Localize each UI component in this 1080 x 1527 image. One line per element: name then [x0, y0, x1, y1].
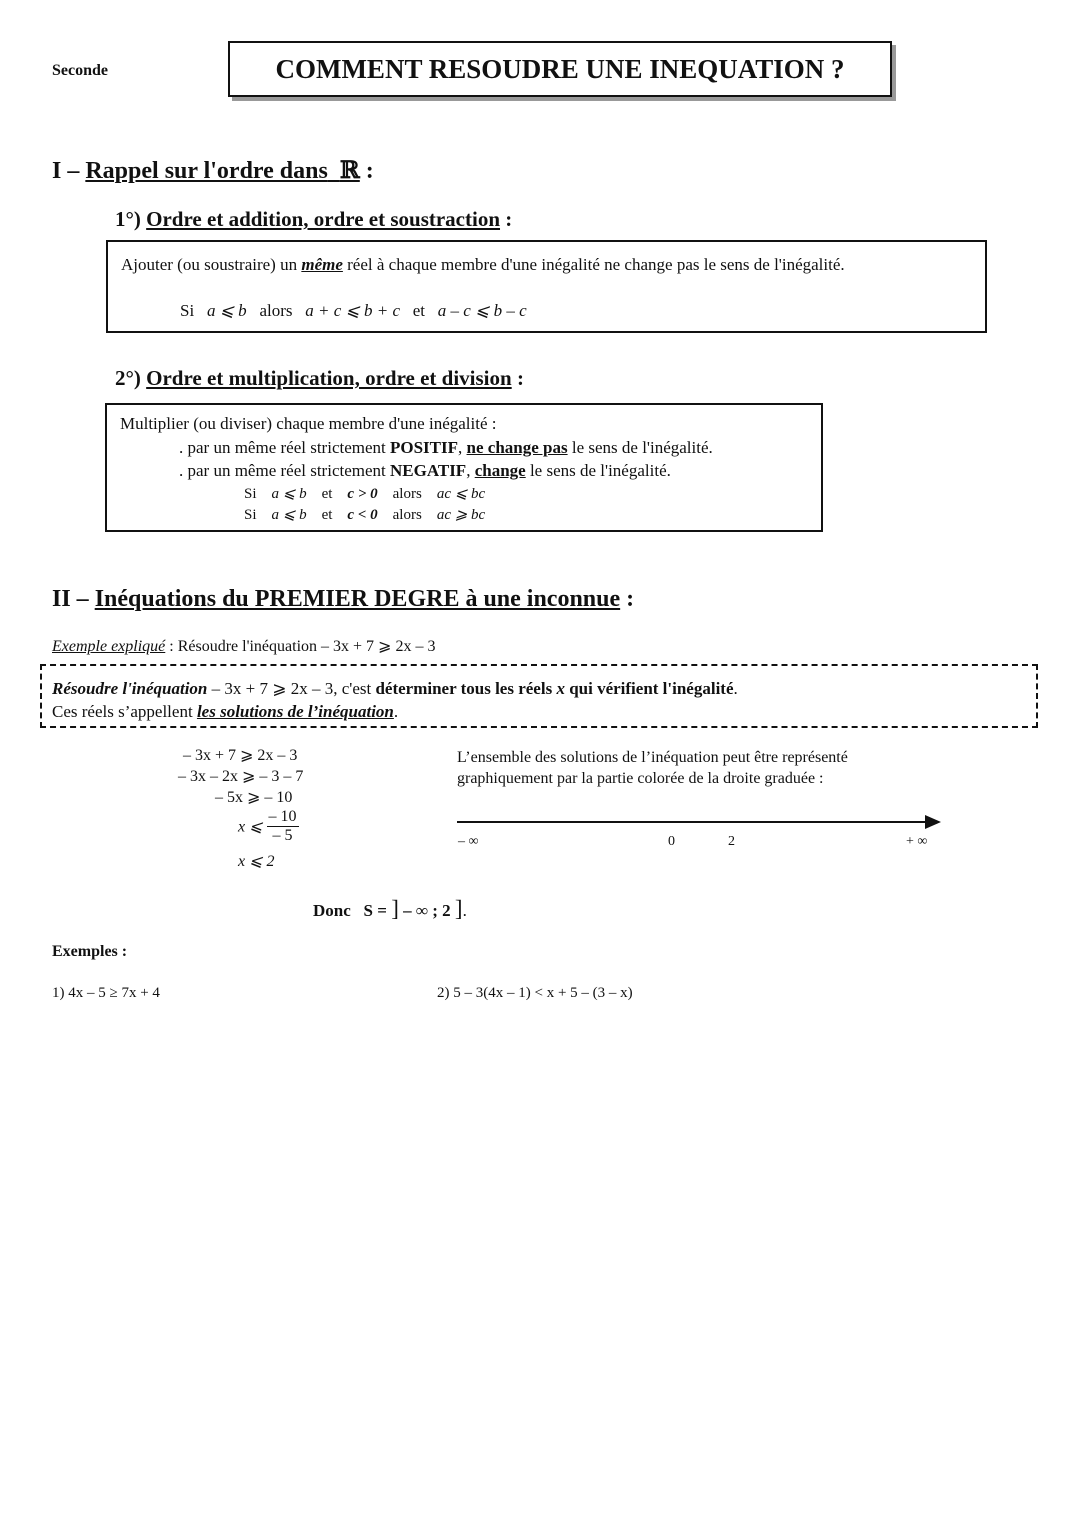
multiplication-rule-box [105, 403, 823, 532]
addition-rule-box [106, 240, 987, 333]
subsection-1-heading: 1°) Ordre et addition, ordre et soustraction : [115, 207, 513, 231]
axis-label-minus-infinity: – ∞ [458, 834, 479, 849]
axis-label-zero: 0 [668, 834, 675, 849]
section-2-title: Inéquations du PREMIER DEGRE à une inconnue [94, 586, 621, 612]
subsection-2-heading: 2°) Ordre et multiplication, ordre et division : [115, 366, 524, 390]
section-1-title: Rappel sur l'ordre dans ℝ [85, 155, 360, 184]
section-2-heading: II – Inéquations du PREMIER DEGRE à une inconnue : [52, 586, 635, 612]
fraction: $\frac{- 10}{- 5}$ [268, 808, 297, 844]
addition-rule-text: Ajouter (ou soustraire) un même réel à chaque membre d'une inégalité ne change pas le sens de l'inégalité. [121, 255, 845, 274]
step-4-fraction: x ⩽ $\frac{- 10}{- 5}$ [238, 808, 297, 844]
page-title: COMMENT RESOUDRE UNE INEQUATION ? [275, 54, 845, 84]
step-3: – 5x ⩾ – 10 [215, 789, 293, 806]
exercises-title: Exemples : [52, 943, 128, 960]
definition-line-1: Résoudre l'inéquation – 3x + 7 ⩾ 2x – 3, c'est déterminer tous les réels x qui vérifient l'inégalité. [52, 679, 738, 698]
axis-label-plus-infinity: + ∞ [906, 834, 928, 849]
step-5: x ⩽ 2 [238, 853, 275, 870]
example-line: Exemple expliqué : Résoudre l'inéquation – 3x + 7 ⩾ 2x – 3 [52, 638, 436, 655]
exercise-1: 1) 4x – 5 ≥ 7x + 4 [52, 985, 160, 1001]
number-line [455, 812, 945, 832]
same-emphasis: même [301, 255, 343, 274]
level-label: Seconde [52, 62, 108, 79]
step-2: – 3x – 2x ⩾ – 3 – 7 [178, 768, 304, 785]
positive-formula: Si a ⩽ b et c > 0 alors ac ⩽ bc [244, 486, 486, 502]
exercise-2: 2) 5 – 3(4x – 1) < x + 5 – (3 – x) [437, 985, 633, 1001]
graph-text-2: graphiquement par la partie colorée de la droite graduée : [457, 770, 824, 787]
section-1-heading: I – Rappel sur l'ordre dans ℝ : [52, 155, 374, 184]
example-label: Exemple expliqué [52, 638, 166, 655]
solution-set: Donc S = ] – ∞ ; 2 ]. [313, 896, 467, 921]
addition-rule-formula: Si a ⩽ b alors a + c ⩽ b + c et a – c ⩽ b – c [180, 301, 527, 320]
arrow-head-icon [925, 815, 941, 829]
definition-box [40, 664, 1038, 728]
subsection-1-title: Ordre et addition, ordre et soustraction [146, 207, 501, 231]
subsection-2-title: Ordre et multiplication, ordre et division [146, 366, 512, 390]
solutions-term: les solutions de l’inéquation [196, 702, 394, 721]
real-numbers-symbol: ℝ [339, 155, 360, 184]
negative-rule: . par un même réel strictement NEGATIF, change le sens de l'inégalité. [179, 461, 671, 480]
graph-text-1: L’ensemble des solutions de l’inéquation peut être représenté [457, 749, 848, 766]
step-1: – 3x + 7 ⩾ 2x – 3 [183, 747, 298, 764]
title-box [228, 41, 892, 97]
axis-label-two: 2 [728, 834, 735, 849]
definition-line-2: Ces réels s’appellent les solutions de l’inéquation. [52, 702, 399, 721]
section-1-number: I – [52, 158, 86, 184]
multiplication-intro: Multiplier (ou diviser) chaque membre d'une inégalité : [120, 414, 497, 433]
positive-rule: . par un même réel strictement POSITIF, ne change pas le sens de l'inégalité. [179, 438, 713, 457]
negative-formula: Si a ⩽ b et c < 0 alors ac ⩾ bc [244, 507, 486, 523]
